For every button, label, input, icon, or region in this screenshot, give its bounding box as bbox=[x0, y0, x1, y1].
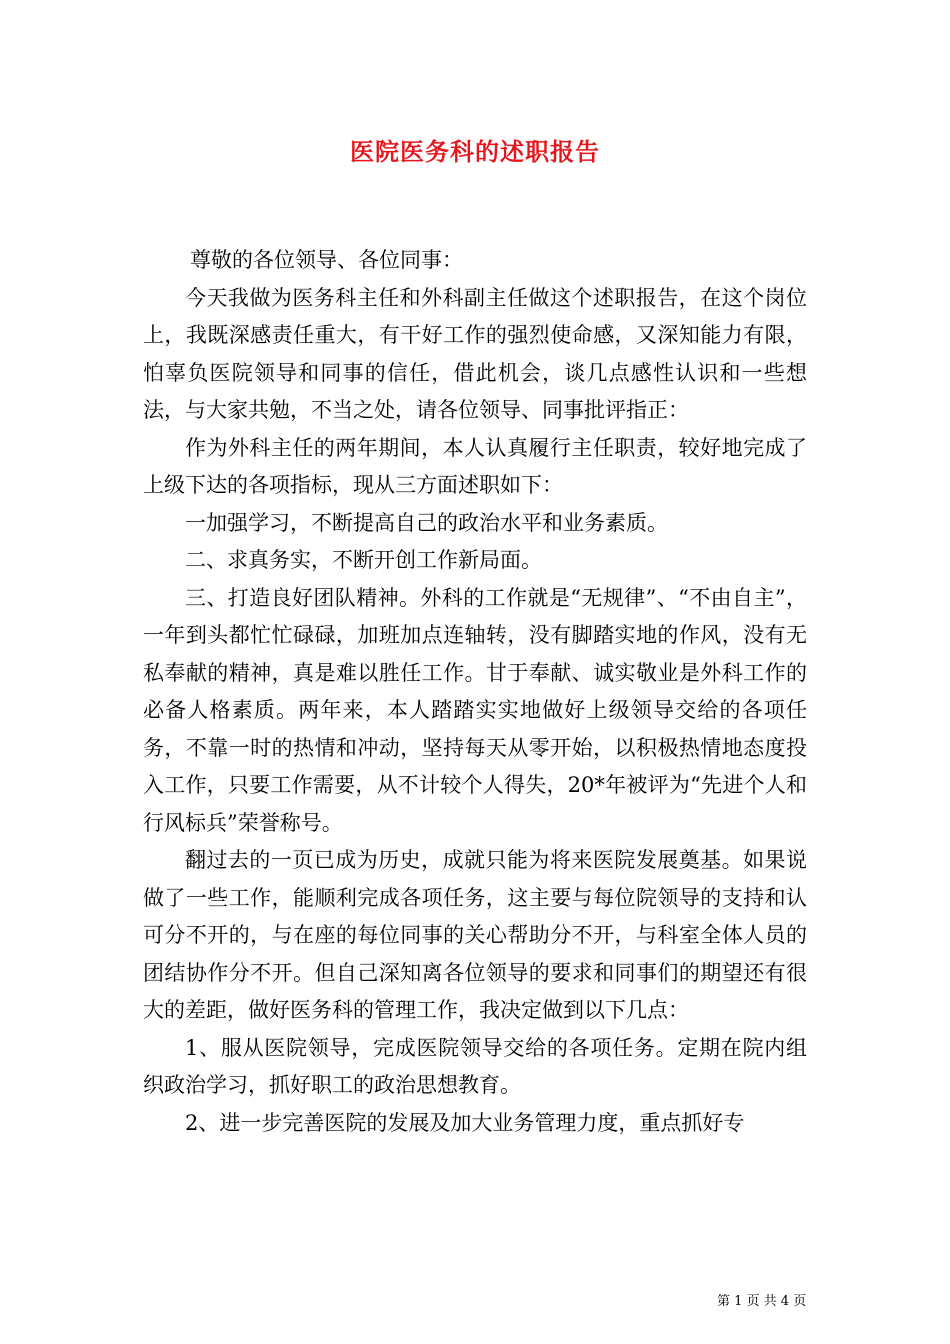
document-title: 医院医务科的述职报告 bbox=[350, 137, 600, 166]
body-paragraph: 作为外科主任的两年期间，本人认真履行主任职责，较好地完成了上级下达的各项指标，现从三方面述职如下： bbox=[143, 435, 807, 497]
salutation-paragraph: 尊敬的各位领导、各位同事： bbox=[190, 248, 463, 272]
body-paragraph: 一加强学习，不断提高自己的政治水平和业务素质。 bbox=[185, 510, 668, 535]
document-body bbox=[143, 242, 807, 1142]
body-paragraph: 今天我做为医务科主任和外科副主任做这个述职报告，在这个岗位上，我既深感责任重大，有干好工作的强烈使命感，又深知能力有限，怕辜负医院领导和同事的信任，借此机会，谈几点感性认识和一些想法，与大家共勉，不当之处，请各位领导、同事批评指正： bbox=[143, 285, 807, 422]
body-paragraph: 1、服从医院领导，完成医院领导交给的各项任务。定期在院内组织政治学习，抓好职工的政治思想教育。 bbox=[143, 1035, 807, 1097]
body-paragraph: 三、打造良好团队精神。外科的工作就是“无规律”、“不由自主”，一年到头都忙忙碌碌，加班加点连轴转，没有脚踏实地的作风，没有无私奉献的精神，真是难以胜任工作。甘于奉献、诚实敬业是外科工作的必备人格素质。两年来，本人踏踏实实地做好上级领导交给的各项任务，不靠一时的热情和冲动，坚持每天从零开始，以积极热情地态度投入工作，只要工作需要，从不计较个人得失，20*年被评为“先进个人和行风标兵”荣誉称号。 bbox=[143, 585, 807, 835]
body-paragraph: 二、求真务实，不断开创工作新局面。 bbox=[185, 548, 542, 572]
body-paragraph: 2、进一步完善医院的发展及加大业务管理力度，重点抓好专 bbox=[185, 1110, 745, 1135]
page-number-footer: 第 1 页 共 4 页 bbox=[717, 1294, 807, 1309]
body-paragraph: 翻过去的一页已成为历史，成就只能为将来医院发展奠基。如果说做了一些工作，能顺利完成各项任务，这主要与每位院领导的支持和认可分不开的，与在座的每位同事的关心帮助分不开，与科室全体人员的团结协作分不开。但自己深知离各位领导的要求和同事们的期望还有很大的差距，做好医务科的管理工作，我决定做到以下几点： bbox=[143, 848, 807, 1022]
